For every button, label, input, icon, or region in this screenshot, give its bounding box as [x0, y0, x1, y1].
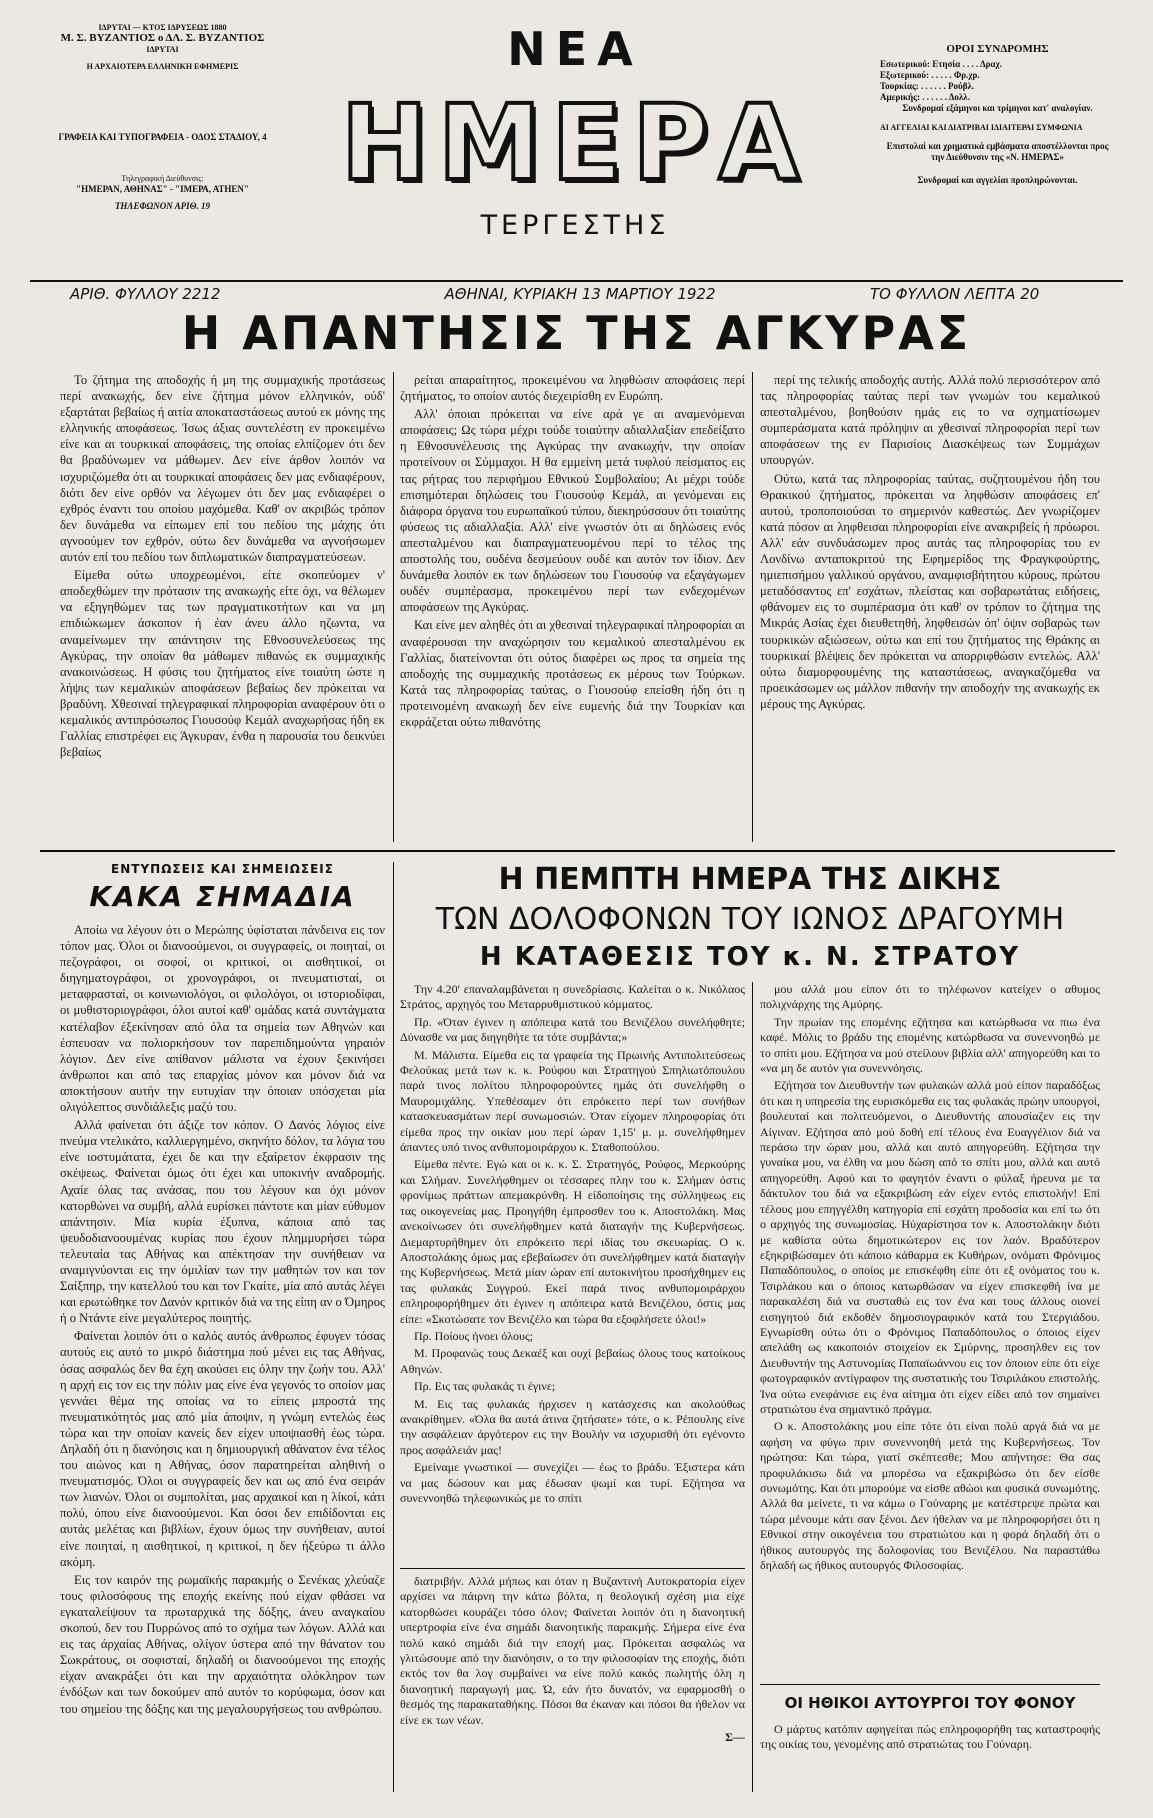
- trial-para: Μ. Εις τας φυλακάς ήρχισεν η κατάσχεσις και ακολούθως ανακρίθημεν. «Όλα θα αυτά άτινα ζητήσατε» τότε, ο κ. Ρέπουλης είνε την ασφάλειαν άργότερον εις την Βουλήν να ισχυρισθή ότι εγένοντο προς ασφάλειάν μας!: [400, 1396, 745, 1457]
- column-divider: [752, 372, 753, 842]
- masthead-title: ΗΜΕΡΑ: [340, 82, 810, 204]
- trial-bottom-a: [400, 1574, 745, 1794]
- terms-title: ΟΡΟΙ ΣΥΝΔΡΟΜΗΣ: [946, 43, 1049, 55]
- section-rule: [40, 850, 1115, 852]
- column-divider: [393, 862, 394, 1792]
- sub-headline: ΟΙ ΗΘΙΚΟΙ ΑΥΤΟΥΡΓΟΙ ΤΟΥ ΦΟΝΟΥ: [784, 1694, 1076, 1712]
- column-left-para: Αποίω να λέγουν ότι ο Μερώπης ύφίσταται πάνδεινα εις τον τόπον μας. Όλοι οι διανοούμενοι, οι συγγραφείς, οι ποιηταί, οι πεζογράφοι, οι σοφοί, οι κριτικοί, οι αισθητικοί, οι διηγηματογράφοι, οι χρονογράφοι, οι πνευματισταί, οι μεταφρασταί, οι κοινωνιολόγοι, οι φιλολόγοι, οι ιστοριοδίφαι, οι μυθιστοριογράφοι, όλοι αυτοί καθ' ομάδας κατά συντάγματα κατέλαβον έξεκίνησαν από όλα τα σημεία των Αθηνών και έσπευσαν να πολιορκήσουν τον παρεπιδημούντα γηραιόν λόγιον. Δεν είνε απίθανον μάλιστα να έχουν ξεκινήσει άνθρωποι και από τας επαρχίας μόνον και μόνον διά να αποκτήσουν αυτήν την ευτυχίαν την όποιαν υπόσχεται μία ολιγόλεπτος συνδιάλεξις μαζύ του.: [60, 923, 385, 1115]
- trial-para: Πρ. «Όταν έγινεν η απόπειρα κατά του Βενιζέλου συνελήφθητε; Δύνασθε να μας διηγηθήτε τα τότε συμβάντα;»: [400, 1014, 745, 1045]
- masthead-left-line7: "ΗΜΕΡΑΝ, ΑΘΗΝΑΣ" - "ΙΜΕΡΑ, ΑΤΗΕΝ": [76, 184, 249, 194]
- trial-para: Μ. Μάλιστα. Είμεθα εις τα γραφεία της Πρωινής Αντιπολιτεύσεως Φελούκας μετά των κ. κ. Ρούφου και Στρατηγού Σπηλιωτόπουλου παρά τινος πολίτου πληροφορούντες ημάς ότι συνελήφθη ο Μαυρομιχάλης. Υπεθέσαμεν ότι επρόκειτο περί των συνήθων κατασκευασμάτων περί συνωμοσιών. Όταν είχομεν πληροφορίας ότι είμεθα προς την οικίαν μου περί ώραν 1,15' μ. μ. συνελήφθημεν άπαντες υπό τινος ανθυπομοιράρχου κ. Σταθοπούλου.: [400, 1047, 745, 1155]
- lead-col2-para: Αλλ' όποιαι πρόκειται να είνε αρά γε αι αναμενόμεναι αποφάσεις; Ως τώρα μέχρι τούδε τοιαύτην αδιαλλαξίαν επεδείξατο η Εθνοσυνέλευσις της Αγκύρας την ανακωχήν, την οποίαν προτείνουν οι Σύμμαχοι. Η θα εμμείνη μετά τυφλού πείσματος εις τας ρήτρας του περιφήμου Εθνικού Συμβολαίου; Αι μέχρι τούδε επισημότεραι δηλώσεις του Γιουσούφ Κεμάλ, αι γενόμεναι εις διάφορα όργανα του ευρωπαϊκού τύπου, διεκηρύσσουν ότι τοιαύτης φύσεως τις αδιαλλαξία. Αλλ' είνε γνωστόν ότι αι δηλώσεις ενός απεσταλμένου και διαπραγματευομένου περί το τέλος της αποστολής του, ουδένα δεσμεύουν ουδέ και αυτόν τον ίδιον. Δεν δυνάμεθα λοιπόν εκ των δηλώσεων του Γιουσούφ να εξαγάγωμεν ουδέν συμπέρασμα, προκειμένου περί των ενδεχομένων αποφάσεων της Αγκύρας.: [400, 407, 745, 615]
- lead-col1-para: Είμεθα ούτω υποχρεωμένοι, είτε σκοπεύομεν ν' αποδεχθώμεν την πρότασιν της ανακωχής είτε όχι, να θέλωμεν να εξηγηθώμεν τας των πραγματικοτήτων και να μη επιδιώκωμεν άσκοπον ή έαν άνευ άλλο ηζωντα, να αναμείνωμεν την απάντησιν της Εθνοσυνελεύσεως της Αγκύρας, την οποίαν θα μάθωμεν πιθανώς εκ συμμαχικής ανακοινώσεως. Η φύσις του ζητήματος είνε τοιαύτη ώστε η λήψις των κεμαλικών αποφάσεων βεβαίως δεν πρόκειται να βραδύνη. Χθεσιναί τηλεγραφικαί πληροφορίαι αναφέρουν ότι ο κεμαλικός αντιπρόσωπος Γιουσούφ Κεμάλ αναχωρήσας ήδη εκ Γαλλίας επιστρέφει εις Άγκυραν, ένθα η παρουσία του δεικνύει βεβαίως: [60, 568, 385, 760]
- sub-text-para: Ο μάρτυς κατόπιν αφηγείται πώς επληροφορήθη τας καταστροφής της οικίας του, γενομένης από στρατιώτας του Γούναρη.: [760, 1722, 1100, 1752]
- lead-col1-para: Το ζήτημα της αποδοχής ή μη της συμμαχικής προτάσεως περί ανακωχής, δεν είνε ζήτημα μόνον ελληνικόν, ούδ' εξαρτάται βεβαίως ή αιτία αποκαταστάσεως αυτού εκ μόνης της ελληνικής αποφάσεως. Ίσως άξιας συντελέστη εν προκειμένω είνε και αι τουρκικαί αποφάσεις, της οποίας ελπίζομεν ότι δεν θα βραδύνωμεν να μάθωμεν. Δεν είνε άρθον λοιπόν να ισχυριζώμεθα ότι αι τουρκικαί αποφάσεις δεν μας ενδιαφέρουν, διότι δεν είνε ορθόν να λέγωμεν ότι δεν μας ενδιαφέρει ο εχθρός έναντι του οποίου μαχόμεθα. Καθ' ον ακριβώς τρόπον δεν δυνάμεθα να είπωμεν επί του πεδίου της μάχης ότι αγνοούμεν τον εχθρόν, ούτω δεν δυνάμεθα να αγνοήσωμεν αυτόν επί του πεδίου των διπλωματικών διαπραγματεύσεων.: [60, 373, 385, 565]
- section-rule: [760, 1684, 1100, 1685]
- terms-line-2: Εξωτερικού: . . . . . Φρ.χρ.: [880, 70, 980, 80]
- terms-line-7: Επιστολαί και χρηματικά εμβάσματα αποστέλλονται προς την Διεύθυνσιν της «Ν. ΗΜΕΡΑΣ»: [886, 141, 1109, 162]
- masthead-left-line8: ΤΗΛΕΦΩΝΟΝ ΑΡΙΘ. 19: [114, 201, 211, 211]
- trial-para: Εμείναμε γνωστικοί — συνεχίζει — έως το βράδυ. Έξιστερα κάτι να μας δώσουν και μας έδωσαν ψωμί και τυρί. Εζήτησα να συνεννοηθώ τηλεφωνικώς με το σπίτι: [400, 1460, 745, 1505]
- masthead-left-line4: Η ΑΡΧΑΙΟΤΕΡΑ ΕΛΛΗΝΙΚΗ ΕΦΗΜΕΡΙΣ: [86, 62, 239, 71]
- trial-para: Την πρωίαν της επομένης εζήτησα και κατώρθωσα να πιω ένα καφέ. Μόλις το βράδυ της επομένης κατώρθωσα να συνεννοηθώ με το σπίτι μου. Εζήτησα να μού στείλουν βιβλία αλλ' απηγορεύθη και το «να μη δε αυτόν για συνεννόησις.: [760, 1014, 1100, 1076]
- section-rule: [400, 1568, 745, 1569]
- lead-headline: Η ΑΠΑΝΤΗΣΙΣ ΤΗΣ ΑΓΚΥΡΑΣ: [181, 306, 972, 360]
- trial-headline-3: Η ΚΑΤΑΘΕΣΙΣ ΤΟΥ κ. Ν. ΣΤΡΑΤΟΥ: [479, 942, 1021, 972]
- column-left-para: Αλλά φαίνεται ότι άξιζε τον κόπον. Ο Δανός λόγιος είνε πνεύμα ντελικάτο, καλλιεργημένο, σκηνήτο δόλον, τα λόγια του είνε ιοστυμάτατα, έχει δε και την εξαίρετον έκφρασιν της σκέψεως. Φαίνεται όμως ότι έχει και υποκινήν αναδρομής. Αχαίε όλας τας ανάσας, που του λέγουν και όχι μόνον κατορθώνει να συμβή, αλλά ευρίσκει πάντοτε και μίαν εύθυμον απάντησιν. Μία κυρία έξυπνα, κάποια από τας ψευδοδιανοουμένας κυρίας που έχουν πλημμυρήσει τώρα τελευταία τας Αθήνας και απέκτησαν την συνήθειαν να αναμιγνύονται εις την όμιλίαν των την μαθητών τον και τον Σαίξπηρ, την κατελλού του και τον Γκαίτε, μία από αυτάς λέγει και ερωτώθηκε τον Δανόν κριτικόν διά να της είπη αν ο Όμηρος ή ο Ντάντε είνε μεγαλύτερος ποιητής.: [60, 1118, 385, 1326]
- terms-line-8: Συνδρομαί και αγγελίαι προπληρώνονται.: [917, 175, 1078, 185]
- trial-para: Ο κ. Αποστολάκης μου είπε τότε ότι είναι πολύ αργά διά να με αφήση να φύγω πριν συνεννοηθή μετά της Κυβερνήσεως. Τον ηρώτησα: Και τώρα, γιατί σκέπτεσθε; Μου απήντησε: Θα σας προφυλάκισω διά να μπορέσω να εξακριβώσω ότι δεν είσθε συνωμότης. Και ότι μπορούμε να είσθε αθώοι και φυσικά συνωμότης. Αλλά θα μείνετε, τι να κάμω ο Γούναρης με κατέστρεψε πρώτα και τώρα μένουμε κάτι σαν ξένοι. Δεν ήθελαν να με πληροφορήσει ότι η Εθνικοί στην οικογένεια του στρατιώτου και η φορά δηλαδή ότι ο ήθικος αυτουργός της δολοφονίας του Βενιζέλου. Να παραστάθω δηλαδή ως ήθικος αυτουργός Φιλοσοφίας.: [760, 1419, 1100, 1573]
- terms-line-5: Συνδρομαί εξάμηνοι και τρίμηνοι κατ' αναλογίαν.: [902, 103, 1093, 113]
- trial-para: Εζήτησα τον Διευθυντήν των φυλακών αλλά μού είπον παραδόξως ότι και η υπηρεσία της ευρισκόμεθα εις τας φυλακάς πρώην υπουργοί, βουλευταί και πολιτευόμενοι, ο Διευθυντής απουσίαζεν εις την Αίγιναν. Εζήτησα από μού δοθή επί τέλους ένα Ευαγγέλιον διά να περάσω την ώραν μου, αλλά και αυτό απηγορεύθη. Εζήτησα την γυναίκα μου, να έλθη να μου δώση από το σπίτι μου, αλλά και αυτό απηγορεύθη. Αφού και το φαγητόν έναντι ο φύλαξ ήρευνα με τα δάκτυλον του διά να εξακριβώση εάν είχεν εντός επιστολήν! Επί τέλους μου επηγγέλθη κατηγορία επί εσχάτη προδοσία και επί τω ότι ο αρχηγός της συνωμοσίας. Ηύχαρίστησα τον κ. Αποστολάκην διότι με καθίστα ούτω δημοτικώτερον εις τον λαόν. Βραδύτερον εξηκριβώσαμεν ότι κάποιο κάθαρμα εκ Κυθήρων, ονόματι Φρόνιμος Παπαδόπουλος, ο οποίος με επισκέφθη είπε ότι εξ ονόματος του κ. Τσιρλάκου και ο όποιος κατωρθώσαν να είχεν επισκεφθή ίνα με παρακαλέση διά να συσταθώ εις τον ένα και τους άλλους οιονεί εισηγητού διά εκδοθέν δημοσιογραφικόν κατά του Στεργιάδου. Εγνωρίσθη ούτω ότι ο Φρόνιμος Παπαδόπουλος ο όποιος είχεν απελάθη ως κακοποιόν στοιχείον εκ Σμύρνης, προσηλθεν εις τον Διευθυντήν της Αστυνομίας Παπαϊωάννου εις τον όποιον είπε ότι είχε φωτογραφικόν αντίγραφον της συστατικής του Τσιριλάκου επιστολής. Ίνα ούτω ενεφάνισε εις ένα αίτημα ότι είχεν είδει από τον σημαίνει στρατιώτου ένα σημαντικό πράγμα.: [760, 1078, 1100, 1416]
- column-left-body: [60, 922, 385, 1792]
- masthead-left: [40, 22, 285, 212]
- trial-para: Την 4.20' επαναλαμβάνεται η συνεδρίασις. Καλείται ο κ. Νικόλαος Στράτος, αρχηγός του Μεταρρυθμιστικού κόμματος.: [400, 982, 745, 1012]
- masthead-left-line1: ΙΔΡΥΤΑΙ — ΚΤΟΣ ΙΔΡΥΣΕΩΣ 1880: [98, 23, 227, 32]
- issue-price: ΤΟ ΦΥΛΛΟΝ ΛΕΠΤΑ 20: [870, 285, 1040, 303]
- masthead-left-line6: Τηλεγραφική Διεύθυνσις:: [121, 174, 204, 183]
- lead-column-1: [60, 372, 385, 852]
- trial-headline-1: Η ΠΕΜΠΤΗ ΗΜΕΡΑ ΤΗΣ ΔΙΚΗΣ: [498, 862, 1002, 897]
- lead-col3-para: περί της τελικής αποδοχής αυτής. Αλλά πολύ περισσότερον από τας πληροφορίας ταύτας περί των γνωμών του κεμαλικού απεσταλμένου, βοηθούσιν ημάς εις το να σχηματίσωμεν συμπεράσματα κατά πρόληψιν αι χθεσιναί πληροφορίαι περί των αποφάσεων της εν Παρισίοις Διασκέψεως των Συμμάχων υπουργών.: [760, 373, 1100, 468]
- trial-headline-2: ΤΩΝ ΔΟΛΟΦΟΝΩΝ ΤΟΥ ΙΩΝΟΣ ΔΡΑΓΟΥΜΗ: [435, 902, 1065, 937]
- trial-bottom-signature: Σ—: [725, 1730, 745, 1745]
- column-left-para: Φαίνεται λοιπόν ότι ο καλός αυτός άνθρωπος έφυγεν τόσας αυτούς εις αυτό το μικρό διάστημα πού μένει εις τας Αθήνας, όσας ασφαλώς δεν θα έχη ακούσει εις όλην την ζωήν του. Αλλ' η αρχή εις τον εις την πόλιν μας είνε ένα γεγονός το οποίον μας γεννάει θέμα της οποίας να το είπεις μπροστά της πνευματικότητός μας από μία άποψιν, η γνώμη εντελώς έως τώρα και την οποίαν κανείς δεν είχεν υποψιασθή έως τώρα. Δηλαδή ότι η διανόησις και η δημιουργική αθάνατον ένα τέλος του αιώνος και η Αθήνας, όσον παρατηρείται αληθινή ο πνευματισμός. Όλοι οι συγγραφείς δεν και ως από ένα σειράν των λιανών. Όλοι οι συμπολίται, μας αρχαικοί και η λίκοί, κάτι πολύ, όπου είνε διανοούμενοι. Και όσοι δεν επιδίδονται εις αυτάς μελέτας και βιβλίων, έχουν όμως την συνήθειαν, αυτοί είνε ποιηταί, η αισθητικοί, η κριτικοί, η δεν ήξεύρω τι άλλο ακόμη.: [60, 1329, 385, 1569]
- dateline-rule-top: [30, 280, 1123, 282]
- trial-column-b: [760, 982, 1100, 1682]
- terms-line-4: Αμερικής: . . . . . . Δολλ.: [880, 92, 970, 102]
- column-left-para: Εις τον καιρόν της ρωμαϊκής παρακμής ο Σενέκας χλεύαζε τους φιλοσόφους της εποχής εκείνης πού είχαν φθάσει να εγκαταλείψουν τα πρωταρχικά της δόξης, άνευ αναγκαίου σκοπού, δεν του Πυρρώνος από το σχήμα των λόγων. Αλλά και εις τας άρχαίας Αθήνας, ολίγον ύστερα από την θάνατον του Σωκράτους, οι σοφισταί, δηλαδή οι διανοούμενοι της εποχής είχαν ανακράξει ότι και την αρχαιότητα ολόκληρον των ένδόξων και των δοκούμεν από αυτόν το κορύφωμα, όσον και του σημείου της δόξης και της μεγαλουργήσεως του ανθρώπου.: [60, 1572, 385, 1716]
- issue-date: ΑΘΗΝΑΙ, ΚΥΡΙΑΚΗ 13 ΜΑΡΤΙΟΥ 1922: [444, 285, 716, 303]
- terms-line-3: Τουρκίας: . . . . . . Ρούβλ.: [880, 81, 975, 91]
- trial-column-a: [400, 982, 745, 1562]
- trial-para: Πρ. Ποίους ήνοει όλους;: [414, 1328, 534, 1343]
- trial-para: Μ. Προφανώς τους Δεκαέξ και ουχί βεβαίως όλους τους κατοίκους Αθηνών.: [400, 1346, 745, 1376]
- trial-bottom-para: διατριβήν. Αλλά μήπως και όταν η Βυζαντινή Αυτοκρατορία είχεν αρχίσει να πάιρνη την κάτω βόλτα, η θεολογική σχέση μια είχε κατορθώσει κουράζει τόσο όλον; Φαίνεται λοιπόν ότι η διανοητική υπερτροφία είνε ένα σημάδι διανοητικής παρακμής. Σήμερα είνε ένα πολύ κακό σημάδι διά την εποχή μας. Πρόκειται ασφαλώς να γλιτώσουμε από την διανόησιν, ο το την φιλοσοφίαν της εποχής, διότι εκτός τον θα λογ συμβαίνει να είνε πολύ κακός πωλητής όλη η διανοητική παραγωγή μας. Ώ, εάν ήτο δυνατόν, να εφαρμοσθή ο θεσμός της παρακαταθήκης. Πόσοι θα έκαναν και πόσοι θα ήθελον να είνε εκ των νέων.: [400, 1574, 745, 1727]
- sub-text: [760, 1722, 1100, 1792]
- terms-line-1: Εσωτερικού: Ετησία . . . . Δραχ.: [880, 59, 1002, 69]
- masthead-subtitle: ΤΕΡΓΕΣΤΗΣ: [480, 210, 670, 241]
- issue-number: ΑΡΙΘ. ΦΥΛΛΟΥ 2212: [70, 285, 221, 303]
- masthead-left-line2: Μ. Σ. ΒΥΖΑΝΤΙΟΣ ο ΔΛ. Σ. ΒΥΖΑΝΤΙΟΣ: [60, 32, 265, 44]
- masthead-nea: ΝΕΑ: [507, 22, 643, 76]
- column-divider: [752, 982, 753, 1792]
- column-divider: [393, 372, 394, 842]
- masthead-left-line3: ΙΔΡΥΤΑΙ: [146, 45, 179, 54]
- lead-column-3: [760, 372, 1100, 852]
- trial-para: Είμεθα πέντε. Εγώ και οι κ. κ. Σ. Στρατηγός, Ρούφος, Μερκούρης και Σλήμαν. Συνελήφθημεν οι τέσσαρες πλην του κ. Σλήμαν όστις φρονίμως πράττων απεμακρύνθη. Η είδοποίησις της σύλληψεως εις τας οικογενείας μας. Προηγήθη έμπροσθεν του κ. Αποστολάκη. Μας ανεκοίνωσεν ότι συνελήφθημεν κατά διαταγήν της Κυβερνήσεως. Διεμαρτυρήθημεν ότι επρόκειτο περί ιδίας του σκευωρίας. Ο κ. Αποστολάκης όμως μας εβεβαίωσεν ότι συνελήφθημεν κατά διαταγήν της Κυβερνήσεως. Μετά μίαν ώραν επί αυτοκινήτου προσήχθημεν εις τας φυλακάς Συγγρού. Εκεί παρά τινος ανθυπομοιράρχου επληροφορήθημεν ότι έγινεν η απόπειρα κατά Βενιζέλου, όστις μας είπε: «Σκοτώσατε τον Βενιζέλο και τώρα θα εξοφλήσετε όλοι!»: [400, 1157, 745, 1326]
- trial-para: Πρ. Εις τας φυλακάς τι έγινε;: [414, 1379, 556, 1394]
- column-headline: ΚΑΚΑ ΣΗΜΑΔΙΑ: [89, 880, 356, 913]
- lead-column-2: [400, 372, 745, 852]
- lead-col2-para: ρείται απαραίτητος, προκειμένου να ληφθώσιν αποφάσεις περί ζητήματος, το οποίον αυτός διεχειρίσθη εν Ευρώπη.: [400, 373, 745, 404]
- masthead-left-line5: ΓΡΑΦΕΙΑ ΚΑΙ ΤΥΠΟΓΡΑΦΕΙΑ - ΟΔΟΣ ΣΤΑΔΙΟΥ, 4: [58, 132, 267, 142]
- trial-para: μου αλλά μου είπον ότι το τηλέφωνον κατείχεν ο αθυμος πολιχνάρχης της Αμύρης.: [760, 982, 1100, 1012]
- masthead-right: [880, 44, 1115, 186]
- lead-col2-para: Και είνε μεν αληθές ότι αι χθεσιναί τηλεγραφικαί πληροφορίαι αι αναφέρουσαι την αναχώρησιν του κεμαλικού απεσταλμένου εκ Γαλλίας, διατείνονται ότι ούτος διαφέρει ως προς τα σημεία της αποδοχής της συμμαχικής προτάσεως εκ μέρους των Τούρκων. Κατά τας πληροφορίας ταύτας, ο Γιουσούφ επείσθη ήδη ότι η προτεινομένη ανακωχή δεν είνε ευμενής διά την Τουρκίαν και εκφράζεται ούτω πιθανότης: [400, 618, 745, 729]
- column-kicker: ΕΝΤΥΠΩΣΕΙΣ ΚΑΙ ΣΗΜΕΙΩΣΕΙΣ: [111, 862, 334, 876]
- terms-line-6: ΑΙ ΑΓΓΕΛΙΑΙ ΚΑΙ ΔΙΑΤΡΙΒΑΙ ΙΔΙΑΙΤΕΡΑΙ ΣΥΜΦΩΝΙΑ: [880, 123, 1083, 132]
- lead-col3-para: Ούτω, κατά τας πληροφορίας ταύτας, συζητουμένου ήδη του Θρακικού ζητήματος, πρόκειται να ληφθώσιν αποφάσεις επ' αυτού, τροποποιούσαι το σημερινόν καθεστώς. Δεν γνωρίζομεν κατά πόσον αι ληφθεισαι πληροφορίαι είνε ανακριβείς ή πρόωροι. Αλλ' εάν συνδυάσωμεν προς αυτάς τας πληροφορίας του εν Λονδίνω ανταποκριτού της Εφημερίδος της Φραγκφούρτης, ημιεπισήμου γαλλικού οργάνου, αναμφισβήτητου κύρους, πρώτου μεταδόσαντος επ' εσχάτων, πλείστας και σοβαρωτάτας ειδήσεις, φθάνομεν εις το συμπέρασμα ότι καθ' ον τρόπον το ζήτημα της Μικράς Ασίας έχει διευθετηθή, ληφθεισών όπ' όψιν σοβαρώς των τουρκικών αξιώσεων, ούτω και επί του ζητήματος της Θράκης αι τουρκικαί βλέψεις δεν πρόκειται να απορριφθώσιν εντελώς. Αλλ' ούτω διαμορφουμένης της καταστάσεως, αναγκαζόμεθα να προεικάσωμεν ως μάλλον πιθανήν την αποδοχήν της ανακωχής εκ μέρους της Αγκύρας.: [760, 471, 1100, 711]
